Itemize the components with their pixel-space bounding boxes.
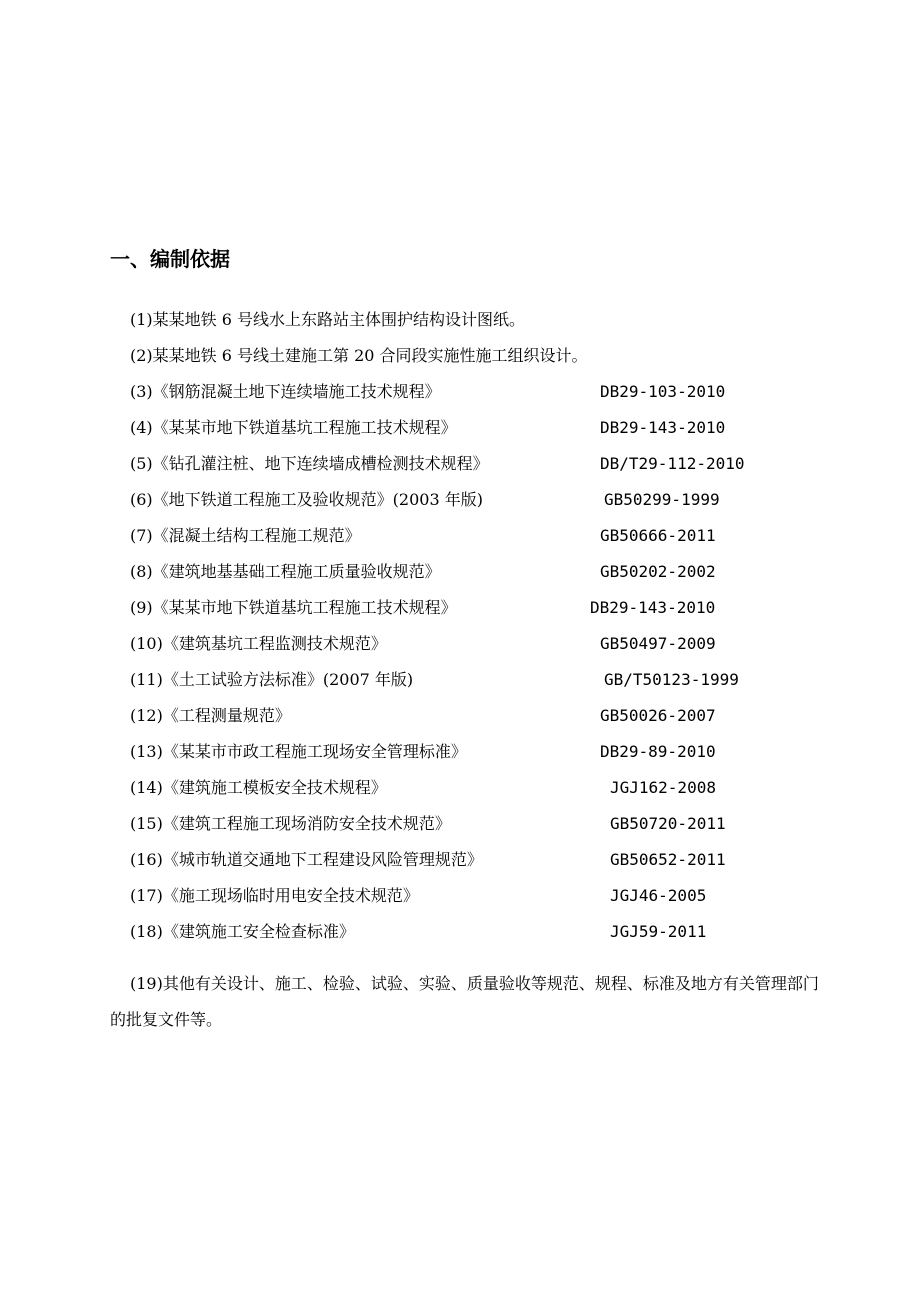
reference-title: (15)《建筑工程施工现场消防安全技术规范》 <box>130 814 451 833</box>
reference-item <box>130 812 850 848</box>
reference-title: (18)《建筑施工安全检查标准》 <box>130 922 355 941</box>
reference-code: JGJ162-2008 <box>610 778 716 797</box>
reference-code: GB/T50123-1999 <box>604 670 739 689</box>
section-heading: 一、编制依据 <box>110 247 230 271</box>
reference-list <box>130 380 850 956</box>
reference-title: (14)《建筑施工模板安全技术规程》 <box>130 778 387 797</box>
reference-item <box>130 884 850 920</box>
reference-item <box>130 776 850 812</box>
reference-code: DB/T29-112-2010 <box>600 454 745 473</box>
reference-code: DB29-103-2010 <box>600 382 726 401</box>
reference-item <box>130 704 850 740</box>
reference-code: JGJ46-2005 <box>610 886 707 905</box>
reference-item <box>130 596 850 632</box>
reference-code: GB50202-2002 <box>600 562 716 581</box>
reference-code: GB50497-2009 <box>600 634 716 653</box>
reference-title: (17)《施工现场临时用电安全技术规范》 <box>130 886 419 905</box>
reference-item <box>130 452 850 488</box>
reference-item <box>130 488 850 524</box>
reference-item <box>130 848 850 884</box>
intro-item-1: (1)某某地铁 6 号线水上东路站主体围护结构设计图纸。 <box>130 310 526 329</box>
reference-title: (7)《混凝土结构工程施工规范》 <box>130 526 361 545</box>
reference-title: (8)《建筑地基基础工程施工质量验收规范》 <box>130 562 441 581</box>
reference-title: (13)《某某市市政工程施工现场安全管理标准》 <box>130 742 467 761</box>
reference-code: GB50652-2011 <box>610 850 726 869</box>
reference-title: (11)《土工试验方法标准》(2007 年版) <box>130 670 414 689</box>
reference-code: GB50299-1999 <box>604 490 720 509</box>
reference-item <box>130 416 850 452</box>
reference-title: (4)《某某市地下铁道基坑工程施工技术规程》 <box>130 418 457 437</box>
reference-item <box>130 524 850 560</box>
reference-item <box>130 668 850 704</box>
reference-item <box>130 632 850 668</box>
reference-code: GB50720-2011 <box>610 814 726 833</box>
reference-title: (9)《某某市地下铁道基坑工程施工技术规程》 <box>130 598 457 617</box>
reference-code: JGJ59-2011 <box>610 922 707 941</box>
reference-item <box>130 380 850 416</box>
reference-code: DB29-89-2010 <box>600 742 716 761</box>
reference-code: DB29-143-2010 <box>600 418 726 437</box>
reference-title: (10)《建筑基坑工程监测技术规范》 <box>130 634 387 653</box>
reference-title: (6)《地下铁道工程施工及验收规范》(2003 年版) <box>130 490 483 509</box>
reference-item <box>130 740 850 776</box>
reference-item <box>130 920 850 956</box>
reference-code: DB29-143-2010 <box>590 598 716 617</box>
reference-item <box>130 560 850 596</box>
closing-paragraph: (19)其他有关设计、施工、检验、试验、实验、质量验收等规范、规程、标准及地方有关管理部门的批复文件等。 <box>110 974 819 1029</box>
reference-title: (3)《钢筋混凝土地下连续墙施工技术规程》 <box>130 382 441 401</box>
reference-code: GB50666-2011 <box>600 526 716 545</box>
reference-title: (12)《工程测量规范》 <box>130 706 291 725</box>
reference-code: GB50026-2007 <box>600 706 716 725</box>
intro-item-2: (2)某某地铁 6 号线土建施工第 20 合同段实施性施工组织设计。 <box>130 346 588 365</box>
reference-title: (5)《钻孔灌注桩、地下连续墙成槽检测技术规程》 <box>130 454 489 473</box>
reference-title: (16)《城市轨道交通地下工程建设风险管理规范》 <box>130 850 483 869</box>
